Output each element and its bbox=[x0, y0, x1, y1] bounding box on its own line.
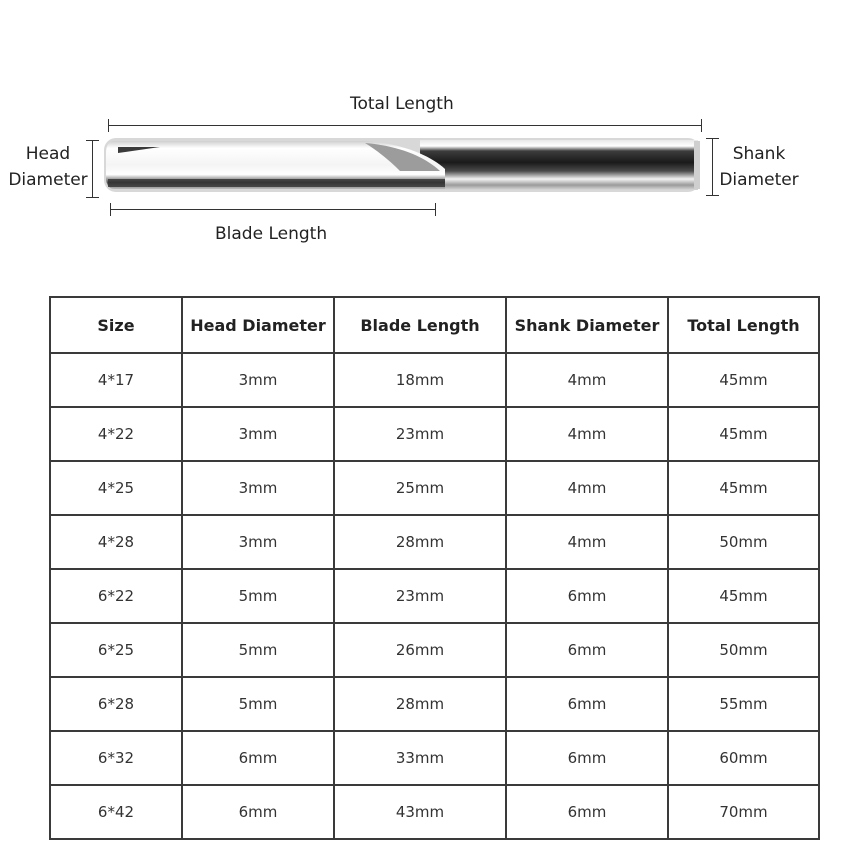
cell-shank-diameter: 4mm bbox=[506, 407, 668, 461]
cell-shank-diameter: 4mm bbox=[506, 353, 668, 407]
cell-size: 6*22 bbox=[50, 569, 182, 623]
cell-blade-length: 28mm bbox=[334, 677, 506, 731]
bit-shank bbox=[420, 140, 698, 190]
cell-blade-length: 23mm bbox=[334, 407, 506, 461]
cell-blade-length: 28mm bbox=[334, 515, 506, 569]
cell-size: 6*32 bbox=[50, 731, 182, 785]
cell-total-length: 45mm bbox=[668, 569, 819, 623]
blade-length-label: Blade Length bbox=[215, 224, 328, 244]
shank-diameter-tick-top bbox=[706, 138, 719, 139]
blade-length-tick-right bbox=[435, 203, 436, 216]
cell-size: 6*42 bbox=[50, 785, 182, 839]
cell-head-diameter: 5mm bbox=[182, 569, 334, 623]
bit-flute-lower bbox=[108, 179, 445, 187]
cell-size: 4*17 bbox=[50, 353, 182, 407]
cell-head-diameter: 5mm bbox=[182, 677, 334, 731]
cell-total-length: 45mm bbox=[668, 461, 819, 515]
cell-blade-length: 33mm bbox=[334, 731, 506, 785]
cell-head-diameter: 3mm bbox=[182, 407, 334, 461]
cell-blade-length: 25mm bbox=[334, 461, 506, 515]
table-row bbox=[50, 407, 819, 461]
cell-head-diameter: 5mm bbox=[182, 623, 334, 677]
cell-blade-length: 18mm bbox=[334, 353, 506, 407]
cell-total-length: 45mm bbox=[668, 407, 819, 461]
cell-blade-length: 23mm bbox=[334, 569, 506, 623]
shank-diameter-label-line2: Diameter bbox=[719, 170, 799, 190]
shank-diameter-dimension-line bbox=[712, 138, 713, 196]
cell-total-length: 55mm bbox=[668, 677, 819, 731]
header-blade-length: Blade Length bbox=[334, 297, 506, 353]
head-diameter-tick-bottom bbox=[86, 197, 99, 198]
cell-total-length: 70mm bbox=[668, 785, 819, 839]
table-row bbox=[50, 731, 819, 785]
bit-diagram bbox=[0, 0, 851, 270]
table-row bbox=[50, 461, 819, 515]
total-length-label: Total Length bbox=[350, 94, 454, 114]
cell-blade-length: 43mm bbox=[334, 785, 506, 839]
cell-total-length: 50mm bbox=[668, 515, 819, 569]
blade-length-tick-left bbox=[110, 203, 111, 216]
spec-table bbox=[49, 296, 820, 840]
cell-size: 6*28 bbox=[50, 677, 182, 731]
total-length-tick-right bbox=[701, 119, 702, 132]
blade-length-dimension-line bbox=[110, 209, 436, 210]
cell-total-length: 50mm bbox=[668, 623, 819, 677]
table-row bbox=[50, 515, 819, 569]
table-row bbox=[50, 785, 819, 839]
cell-shank-diameter: 6mm bbox=[506, 731, 668, 785]
cell-size: 4*28 bbox=[50, 515, 182, 569]
cell-blade-length: 26mm bbox=[334, 623, 506, 677]
shank-diameter-tick-bottom bbox=[706, 195, 719, 196]
table-row bbox=[50, 623, 819, 677]
cell-head-diameter: 3mm bbox=[182, 515, 334, 569]
cell-shank-diameter: 6mm bbox=[506, 569, 668, 623]
cell-size: 4*25 bbox=[50, 461, 182, 515]
cell-shank-diameter: 6mm bbox=[506, 785, 668, 839]
header-size: Size bbox=[50, 297, 182, 353]
table-row bbox=[50, 353, 819, 407]
bit-end-cap bbox=[694, 141, 700, 189]
cell-shank-diameter: 6mm bbox=[506, 623, 668, 677]
cell-head-diameter: 6mm bbox=[182, 785, 334, 839]
table-row bbox=[50, 569, 819, 623]
table-row bbox=[50, 677, 819, 731]
cell-total-length: 60mm bbox=[668, 731, 819, 785]
shank-diameter-label-line1: Shank bbox=[732, 144, 786, 164]
header-total-length: Total Length bbox=[668, 297, 819, 353]
head-diameter-label-line1: Head bbox=[25, 144, 71, 164]
cell-size: 4*22 bbox=[50, 407, 182, 461]
total-length-dimension-line bbox=[108, 125, 702, 126]
head-diameter-label-line2: Diameter bbox=[8, 170, 88, 190]
cell-shank-diameter: 4mm bbox=[506, 461, 668, 515]
header-shank-diameter: Shank Diameter bbox=[506, 297, 668, 353]
router-bit-illustration bbox=[100, 133, 704, 197]
total-length-tick-left bbox=[108, 119, 109, 132]
header-head-diameter: Head Diameter bbox=[182, 297, 334, 353]
cell-total-length: 45mm bbox=[668, 353, 819, 407]
cell-head-diameter: 3mm bbox=[182, 353, 334, 407]
cell-shank-diameter: 6mm bbox=[506, 677, 668, 731]
cell-head-diameter: 3mm bbox=[182, 461, 334, 515]
cell-size: 6*25 bbox=[50, 623, 182, 677]
shank-diameter-label bbox=[714, 141, 804, 193]
cell-shank-diameter: 4mm bbox=[506, 515, 668, 569]
head-diameter-dimension-line bbox=[92, 140, 93, 198]
head-diameter-label bbox=[6, 141, 90, 193]
cell-head-diameter: 6mm bbox=[182, 731, 334, 785]
table-header-row bbox=[50, 297, 819, 353]
